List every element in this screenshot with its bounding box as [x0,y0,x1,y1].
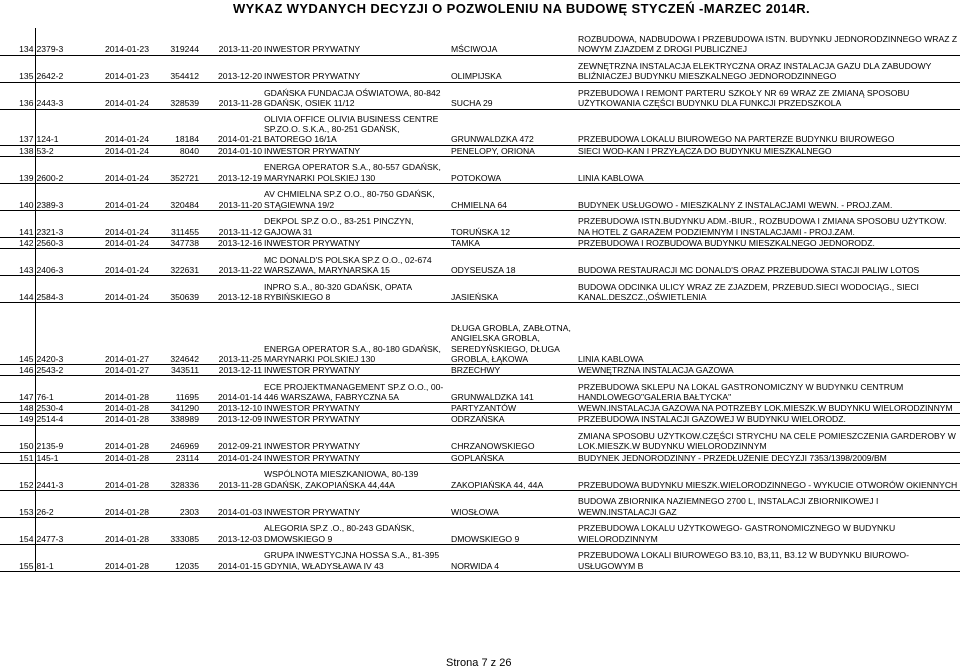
table-row [0,109,960,145]
cell-registry-number: 328336 [150,463,200,490]
cell-address: GRUNWALDZKA 141 [450,376,577,403]
cell-decision-date: 2014-01-23 [82,28,150,55]
cell-decision-date: 2014-01-24 [82,275,150,302]
table-row [0,82,960,109]
cell-description: BUDYNEK JEDNORODZINNY - PRZEDŁUŻENIE DECYZJI 7353/1398/2009/BM [577,452,960,463]
cell-address: JASIEŃSKA [450,275,577,302]
cell-decision-date: 2014-01-27 [82,302,150,364]
cell-description: WEWNĘTRZNA INSTALACJA GAZOWA [577,364,960,375]
cell-address: DŁUGA GROBLA, ZABŁOTNA, ANGIELSKA GROBLA, SEREDYŃSKIEGO, DŁUGA GROBLA, ŁĄKOWA [450,302,577,364]
cell-decision-date: 2014-01-24 [82,183,150,210]
cell-application-date: 2013-12-20 [200,55,263,82]
cell-application-date: 2013-12-03 [200,517,263,544]
cell-decision-date: 2014-01-28 [82,517,150,544]
cell-lp: 153 [0,490,35,517]
table-row [0,156,960,183]
cell-address: DMOWSKIEGO 9 [450,517,577,544]
cell-case-number: 2406-3 [35,248,82,275]
cell-description: ZMIANA SPOSOBU UŻYTKOW.CZĘŚCI STRYCHU NA CELE POMIESZCZENIA GARDEROBY W LOK.MIESZK.W BUDYNKU WIELORODZINNYM [577,425,960,452]
cell-case-number: 2530-4 [35,403,82,414]
cell-application-date: 2014-01-15 [200,544,263,571]
cell-address: ODYSEUSZA 18 [450,248,577,275]
cell-description: PRZEBUDOWA ISTN.BUDYNKU ADM.-BIUR., ROZBUDOWA I ZMIANA SPOSOBU UŻYTKOW. NA HOTEL Z GARAŻEM PODZIEMNYM I INSTALACJAMI - PROJ.ZAM. [577,210,960,237]
cell-registry-number: 320484 [150,183,200,210]
cell-decision-date: 2014-01-28 [82,425,150,452]
cell-investor: OLIVIA OFFICE OLIVIA BUSINESS CENTRE SP.ZO.O. S.K.A., 80-251 GDAŃSK, BATOREGO 16/1A [263,109,450,145]
table-row [0,28,960,55]
cell-lp: 155 [0,544,35,571]
cell-investor: INWESTOR PRYWATNY [263,414,450,425]
table-row [0,302,960,364]
page-number: Strona 7 z 26 [446,657,512,669]
cell-application-date: 2013-12-10 [200,403,263,414]
cell-decision-date: 2014-01-24 [82,156,150,183]
cell-case-number: 2514-4 [35,414,82,425]
cell-lp: 148 [0,403,35,414]
cell-description: WEWN.INSTALACJA GAZOWA NA POTRZEBY LOK.MIESZK.W BUDYNKU WIELORODZINNYM [577,403,960,414]
cell-decision-date: 2014-01-28 [82,452,150,463]
table-row [0,364,960,375]
cell-registry-number: 311455 [150,210,200,237]
cell-address: TAMKA [450,237,577,248]
decisions-table [0,28,960,572]
cell-case-number: 76-1 [35,376,82,403]
cell-application-date: 2013-11-25 [200,302,263,364]
cell-description: PRZEBUDOWA INSTALACJI GAZOWEJ W BUDYNKU WIELORODZ. [577,414,960,425]
table-row [0,403,960,414]
cell-lp: 135 [0,55,35,82]
table-row [0,517,960,544]
cell-application-date: 2013-12-18 [200,275,263,302]
cell-investor: ENERGA OPERATOR S.A., 80-180 GDAŃSK, MARYNARKI POLSKIEJ 130 [263,302,450,364]
cell-decision-date: 2014-01-28 [82,490,150,517]
cell-description: ROZBUDOWA, NADBUDOWA I PRZEBUDOWA ISTN. BUDYNKU JEDNORODZINNEGO WRAZ Z NOWYM ZJAZDEM Z DROGI PUBLICZNEJ [577,28,960,55]
cell-investor: AV CHMIELNA SP.Z O.O., 80-750 GDAŃSK, STĄGIEWNA 19/2 [263,183,450,210]
cell-registry-number: 350639 [150,275,200,302]
cell-address: ZAKOPIAŃSKA 44, 44A [450,463,577,490]
cell-decision-date: 2014-01-28 [82,403,150,414]
cell-investor: INWESTOR PRYWATNY [263,403,450,414]
cell-decision-date: 2014-01-28 [82,463,150,490]
cell-registry-number: 23114 [150,452,200,463]
table-row [0,275,960,302]
cell-registry-number: 354412 [150,55,200,82]
cell-description: BUDOWA RESTAURACJI MC DONALD'S ORAZ PRZEBUDOWA STACJI PALIW LOTOS [577,248,960,275]
cell-investor: INWESTOR PRYWATNY [263,28,450,55]
cell-investor: WSPÓLNOTA MIESZKANIOWA, 80-139 GDAŃSK, ZAKOPIAŃSKA 44,44A [263,463,450,490]
cell-address: NORWIDA 4 [450,544,577,571]
cell-address: OLIMPIJSKA [450,55,577,82]
cell-case-number: 2389-3 [35,183,82,210]
cell-decision-date: 2014-01-24 [82,237,150,248]
cell-description: PRZEBUDOWA LOKALU UŻYTKOWEGO- GASTRONOMICZNEGO W BUDYNKU WIELORODZINNYM [577,517,960,544]
cell-lp: 147 [0,376,35,403]
cell-registry-number: 18184 [150,109,200,145]
cell-investor: INPRO S.A., 80-320 GDAŃSK, OPATA RYBIŃSKIEGO 8 [263,275,450,302]
cell-address: POTOKOWA [450,156,577,183]
cell-address: SUCHA 29 [450,82,577,109]
cell-investor: GRUPA INWESTYCJNA HOSSA S.A., 81-395 GDYNIA, WŁADYSŁAWA IV 43 [263,544,450,571]
cell-lp: 145 [0,302,35,364]
table-row [0,452,960,463]
cell-address: CHRZANOWSKIEGO [450,425,577,452]
cell-investor: INWESTOR PRYWATNY [263,425,450,452]
cell-application-date: 2013-12-11 [200,364,263,375]
cell-investor: ECE PROJEKTMANAGEMENT SP.Z O.O., 00-446 WARSZAWA, FABRYCZNA 5A [263,376,450,403]
page-footer [0,657,960,670]
cell-decision-date: 2014-01-24 [82,145,150,156]
cell-description: SIECI WOD-KAN I PRZYŁĄCZA DO BUDYNKU MIESZKALNEGO [577,145,960,156]
cell-lp: 138 [0,145,35,156]
cell-registry-number: 347738 [150,237,200,248]
cell-case-number: 2584-3 [35,275,82,302]
cell-registry-number: 352721 [150,156,200,183]
cell-investor: INWESTOR PRYWATNY [263,55,450,82]
cell-application-date: 2012-09-21 [200,425,263,452]
cell-registry-number: 333085 [150,517,200,544]
cell-case-number: 2321-3 [35,210,82,237]
cell-registry-number: 324642 [150,302,200,364]
cell-decision-date: 2014-01-24 [82,210,150,237]
table-row [0,490,960,517]
cell-application-date: 2013-12-09 [200,414,263,425]
table-row [0,248,960,275]
cell-case-number: 2477-3 [35,517,82,544]
cell-description: PRZEBUDOWA LOKALU BIUROWEGO NA PARTERZE BUDYNKU BIUROWEGO [577,109,960,145]
table-row [0,376,960,403]
cell-investor: DEKPOL SP.Z O.O., 83-251 PINCZYN, GAJOWA 31 [263,210,450,237]
table-row [0,183,960,210]
cell-case-number: 2543-2 [35,364,82,375]
cell-lp: 152 [0,463,35,490]
cell-case-number: 2642-2 [35,55,82,82]
cell-lp: 141 [0,210,35,237]
cell-description: BUDOWA ODCINKA ULICY WRAZ ZE ZJAZDEM, PRZEBUD.SIECI WODOCIĄG., SIECI KANAL.DESZCZ.,OŚWIETLENIA [577,275,960,302]
cell-application-date: 2013-11-28 [200,463,263,490]
cell-address: ODRZAŃSKA [450,414,577,425]
cell-case-number: 2600-2 [35,156,82,183]
cell-case-number: 53-2 [35,145,82,156]
table-row [0,425,960,452]
cell-description: PRZEBUDOWA SKLEPU NA LOKAL GASTRONOMICZNY W BUDYNKU CENTRUM HANDLOWEGO"GALERIA BAŁTYCKA" [577,376,960,403]
cell-decision-date: 2014-01-24 [82,82,150,109]
cell-address: GOPLAŃSKA [450,452,577,463]
cell-investor: INWESTOR PRYWATNY [263,237,450,248]
cell-registry-number: 338989 [150,414,200,425]
cell-case-number: 2420-3 [35,302,82,364]
cell-lp: 144 [0,275,35,302]
cell-application-date: 2013-12-16 [200,237,263,248]
table-row [0,544,960,571]
cell-lp: 146 [0,364,35,375]
cell-lp: 151 [0,452,35,463]
cell-address: BRZECHWY [450,364,577,375]
cell-lp: 140 [0,183,35,210]
cell-investor: GDAŃSKA FUNDACJA OŚWIATOWA, 80-842 GDAŃSK, OSIEK 11/12 [263,82,450,109]
cell-description: BUDOWA ZBIORNIKA NAZIEMNEGO 2700 L, INSTALACJI ZBIORNIKOWEJ I WEWN.INSTALACJI GAZ [577,490,960,517]
cell-address: WIOSŁOWA [450,490,577,517]
cell-registry-number: 328539 [150,82,200,109]
cell-decision-date: 2014-01-23 [82,55,150,82]
cell-address: PARTYZANTÓW [450,403,577,414]
cell-lp: 143 [0,248,35,275]
cell-registry-number: 341290 [150,403,200,414]
cell-description: ZEWNĘTRZNA INSTALACJA ELEKTRYCZNA ORAZ INSTALACJA GAZU DLA ZABUDOWY BLIŹNIACZEJ BUDYNKU MIESZKALNEGO JEDNORODZINNEGO [577,55,960,82]
cell-description: PRZEBUDOWA LOKALI BIUROWEGO B3.10, B3,11, B3.12 W BUDYNKU BIUROWO-USŁUGOWYM B [577,544,960,571]
cell-decision-date: 2014-01-27 [82,364,150,375]
cell-description: PRZEBUDOWA I ROZBUDOWA BUDYNKU MIESZKALNEGO JEDNORODZ. [577,237,960,248]
cell-case-number: 2560-3 [35,237,82,248]
cell-registry-number: 343511 [150,364,200,375]
cell-case-number: 2379-3 [35,28,82,55]
cell-application-date: 2014-01-21 [200,109,263,145]
cell-registry-number: 322631 [150,248,200,275]
cell-investor: INWESTOR PRYWATNY [263,364,450,375]
cell-lp: 139 [0,156,35,183]
cell-application-date: 2013-11-12 [200,210,263,237]
cell-case-number: 145-1 [35,452,82,463]
cell-registry-number: 8040 [150,145,200,156]
cell-application-date: 2013-11-22 [200,248,263,275]
cell-investor: ALEGORIA SP.Z .O., 80-243 GDAŃSK, DMOWSKIEGO 9 [263,517,450,544]
table-row [0,237,960,248]
cell-description: PRZEBUDOWA BUDYNKU MIESZK.WIELORODZINNEGO - WYKUCIE OTWORÓW OKIENNYCH [577,463,960,490]
cell-application-date: 2013-11-20 [200,28,263,55]
cell-registry-number: 246969 [150,425,200,452]
cell-lp: 134 [0,28,35,55]
cell-case-number: 2441-3 [35,463,82,490]
cell-investor: ENERGA OPERATOR S.A., 80-557 GDAŃSK, MARYNARKI POLSKIEJ 130 [263,156,450,183]
cell-registry-number: 12035 [150,544,200,571]
cell-lp: 154 [0,517,35,544]
cell-case-number: 2135-9 [35,425,82,452]
cell-lp: 149 [0,414,35,425]
cell-investor: MC DONALD'S POLSKA SP.Z O.O., 02-674 WARSZAWA, MARYNARSKA 15 [263,248,450,275]
cell-investor: INWESTOR PRYWATNY [263,490,450,517]
cell-registry-number: 2303 [150,490,200,517]
cell-application-date: 2014-01-24 [200,452,263,463]
cell-lp: 136 [0,82,35,109]
page-title: WYKAZ WYDANYCH DECYZJI O POZWOLENIU NA BUDOWĘ STYCZEŃ -MARZEC 2014R. [233,1,811,16]
page-header [0,0,960,22]
cell-case-number: 26-2 [35,490,82,517]
cell-case-number: 124-1 [35,109,82,145]
cell-case-number: 81-1 [35,544,82,571]
cell-application-date: 2014-01-14 [200,376,263,403]
table-row [0,210,960,237]
cell-address: CHMIELNA 64 [450,183,577,210]
cell-registry-number: 319244 [150,28,200,55]
cell-description: LINIA KABLOWA [577,302,960,364]
cell-decision-date: 2014-01-24 [82,248,150,275]
cell-decision-date: 2014-01-28 [82,376,150,403]
cell-lp: 150 [0,425,35,452]
cell-lp: 142 [0,237,35,248]
table-row [0,414,960,425]
cell-investor: INWESTOR PRYWATNY [263,145,450,156]
table-row [0,145,960,156]
cell-application-date: 2013-12-19 [200,156,263,183]
cell-description: BUDYNEK USŁUGOWO - MIESZKALNY Z INSTALACJAMI WEWN. - PROJ.ZAM. [577,183,960,210]
cell-lp: 137 [0,109,35,145]
cell-address: TORUŃSKA 12 [450,210,577,237]
cell-registry-number: 11695 [150,376,200,403]
cell-decision-date: 2014-01-28 [82,414,150,425]
cell-application-date: 2014-01-10 [200,145,263,156]
cell-decision-date: 2014-01-24 [82,109,150,145]
cell-description: PRZEBUDOWA I REMONT PARTERU SZKOŁY NR 69 WRAZ ZE ZMIANĄ SPOSOBU UŻYTKOWANIA CZĘŚCI BUDYNKU DLA FUNKCJI PRZEDSZKOLA [577,82,960,109]
table-row [0,463,960,490]
cell-decision-date: 2014-01-28 [82,544,150,571]
cell-address: PENELOPY, ORIONA [450,145,577,156]
cell-case-number: 2443-3 [35,82,82,109]
table-row [0,55,960,82]
cell-address: MŚCIWOJA [450,28,577,55]
cell-investor: INWESTOR PRYWATNY [263,452,450,463]
cell-application-date: 2013-11-28 [200,82,263,109]
cell-application-date: 2013-11-20 [200,183,263,210]
cell-description: LINIA KABLOWA [577,156,960,183]
cell-address: GRUNWALDZKA 472 [450,109,577,145]
cell-application-date: 2014-01-03 [200,490,263,517]
